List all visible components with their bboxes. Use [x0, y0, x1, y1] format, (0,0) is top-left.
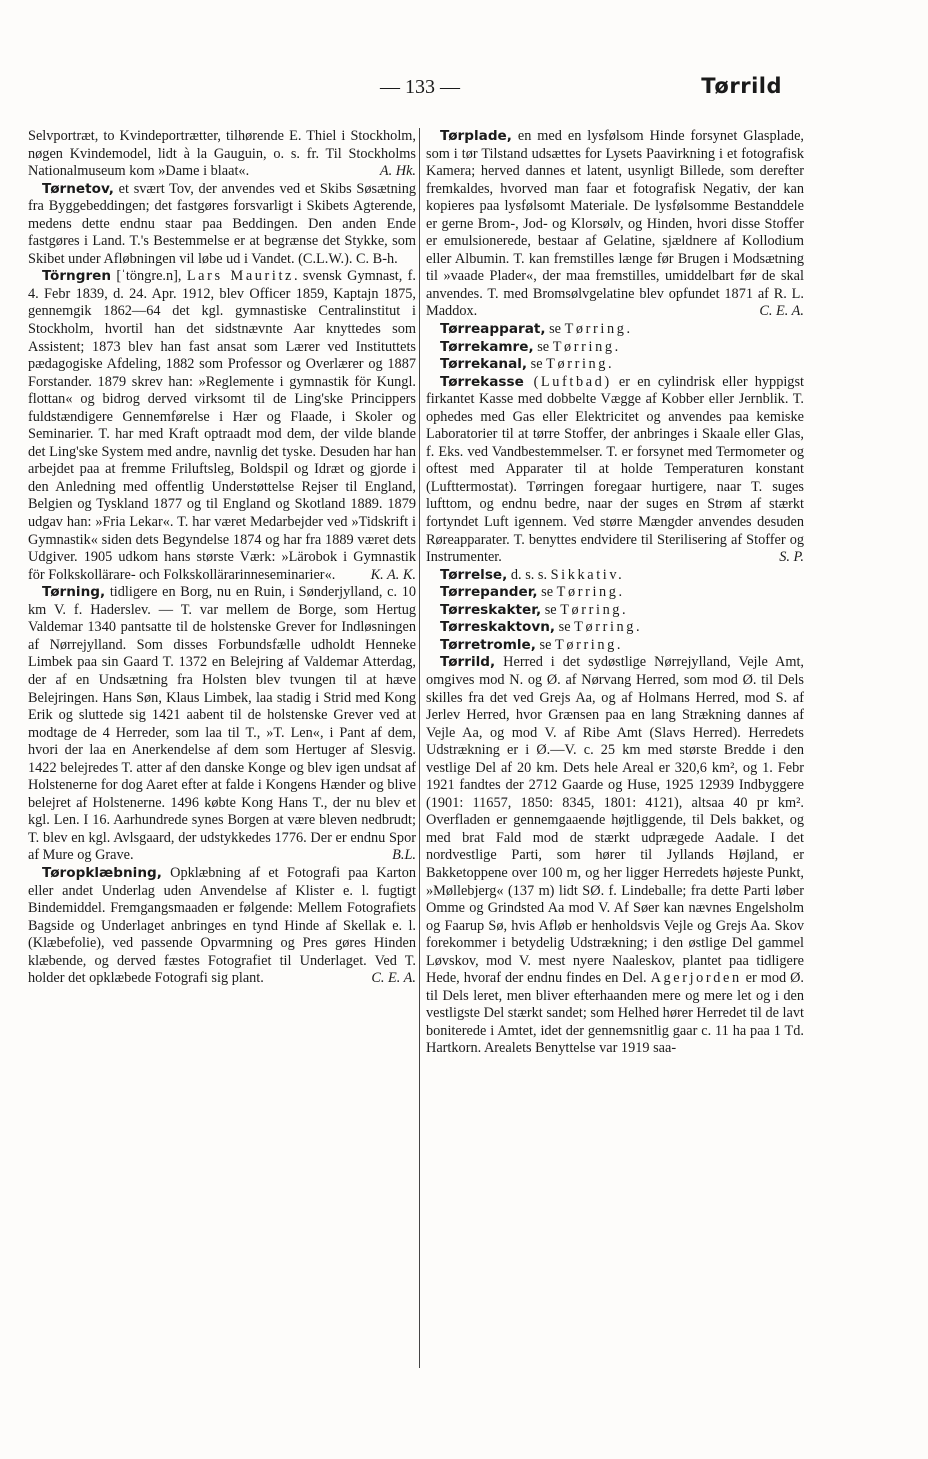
entry-torreskaktovn — [426, 619, 804, 637]
entry-signature: S. P. — [779, 549, 804, 566]
entry-signature: B.L. — [392, 847, 416, 864]
entry-person-name: Lars Mauritz — [186, 268, 294, 285]
entry-headword: Tørretromle, — [440, 636, 536, 653]
entry-signature: C. E. A. — [371, 970, 416, 987]
right-column — [426, 128, 804, 1058]
entry-text: er mod Ø. til Dels leret, men bliver efterhaanden mere og mere let og i den vestligste Del stærkt sandet; som Helhed hører Herredet til de lavt boniterede i Amtet, idet der gennemsnitlig gaar c. 11 ha paa 1 Td. Hartkorn. Arealets Benyttelse var 1919 saa- — [426, 970, 804, 1057]
entry-cross-reference: Tørring. — [552, 338, 621, 355]
entry-torning — [28, 584, 416, 865]
entry-torrekasse — [426, 374, 804, 567]
entry-torrepander — [426, 584, 804, 602]
entry-cross-reference: Tørring. — [555, 636, 624, 653]
entry-text: en med en lysfølsom Hinde forsynet Glasplade, som i tør Tilstand udsættes for Lysets Paavirkning i et fotografisk Kamera; herved dannes et latent, usynligt Billede, som derefter fremkaldes, hvorved man faar et fotografisk Negativ, der kan kopieres paa lysfølsomt Materiale. De lysfølsomme Bestanddele er gerne Brom-, Jod- og Klorsølv, og Hinden, hvori disse Stoffer er emulsionerede, bestaar af Gelatine, sjældnere af Kollodium eller Albumin. T. kan fremstilles længe før Brugen i Modsætning til »vaade Plader«, der maa fremstilles, umiddelbart før de skal anvendes. T. med Bromsølvgelatine blev opfundet 1871 af R. L. Maddox. — [426, 128, 804, 320]
entry-headword: Tørnetov, — [42, 180, 114, 197]
entry-headword: Törngren — [42, 268, 112, 285]
entry-headword: Tørreskaktovn, — [440, 619, 556, 636]
entry-headword: Tøropklæbning, — [42, 864, 162, 881]
entry-headword: Tørrekamre, — [440, 338, 534, 355]
entry-toropklaebning — [28, 865, 416, 988]
entry-tornetov — [28, 181, 416, 269]
entry-torretromle — [426, 637, 804, 655]
entry-cross-reference: Tørring. — [556, 584, 625, 601]
entry-headword: Tørreapparat, — [440, 321, 546, 338]
entry-pronunciation: [ˈtöngre.n], — [111, 268, 187, 285]
entry-text: Opklæbning af et Fotografi paa Karton eller andet Underlag uden Anvendelse af Klister e. l. fugtigt Bindemiddel. Fremgangsmaaden er følgende: Mellem Fotografiets Bagside og Underlaget anbringes en tynd Hinde af Skellak e. l. (Klæbefolie), ved passende Opvarmning og Pres gøres Hinden klæbende, og derved fæstes Fotografiet til Underlaget. Ved T. holder det opklæbede Fotografi sig plant. — [28, 864, 416, 987]
entry-headword: Tørreskakter, — [440, 601, 542, 618]
entry-headword: Tørrekanal, — [440, 356, 528, 373]
entry-headword: Tørrelse, — [440, 566, 508, 583]
left-column — [28, 128, 416, 988]
entry-signature: K. A. K. — [370, 566, 416, 583]
entry-see-label: se — [537, 584, 557, 601]
entry-spaced-term: Agerjorden — [650, 970, 742, 987]
entry-text: . svensk Gymnast, f. 4. Febr 1839, d. 24. Apr. 1912, blev Officer 1859, Kaptajn 1875, gennemgik 1862—64 det kgl. gymnastiske Centralinstitut i Stockholm, hvortil han det sidstnævnte Aar knyttedes som Assistent; 1873 blev han fast ansat som Lærer ved Instituttets pædagogiske Afdeling, 1882 som Professor og Overlærer og 1887 Forstander. 1879 skrev han: »Reglemente i gymnastik för Kungl. flottan« og bidrog derved virksomt til de Ling'ske Princippers fuldstændigere Gennemførelse i Hær og Flaade, i Skoler og Seminarier. T. har med Kraft optraadt mod dem, der vilde blande det Ling'ske System med andre, navnlig det tyske. Desuden har han arbejdet paa at fremme Friluftsleg, Boldspil og Idræt og gjorde i den Anledning med offentlig Understøttelse Rejser til England, Belgien og Tyskland 1877 og til England og Skotland 1889. 1879 udgav han: »Fria Lekar«. T. har været Medarbejder ved »Tidskrift i Gymnastik« siden dets Begyndelse 1874 og har fra 1889 været dets Udgiver. 1905 udkom hans største Værk: »Lärobok i Gymnastik för Folkskollärare- och Folkskollärarinneseminarier«. — [28, 268, 416, 583]
entry-see-label: se — [533, 338, 553, 355]
page-number: — 133 — — [380, 76, 460, 98]
entry-torngren — [28, 268, 416, 584]
entry-headword: Tørrekasse — [440, 373, 524, 390]
page-header — [0, 74, 928, 104]
entry-signature: C. E. A. — [759, 303, 804, 320]
entry-text: et svært Tov, der anvendes ved et Skibs Søsætning fra Byggebeddingen; det fastgøres forsvarligt i Skibets Agterende, medens dette endnu staar paa Beddingen. Den anden Ende fastgøres i Land. T.'s Bestemmelse er at begrænse det Stykke, som Skibet under Afløbningen vil løbe ud i Vandet. (C.L.W.). C. B-h. — [28, 180, 416, 267]
entry-see-label: se — [545, 321, 565, 338]
entry-signature: A. Hk. — [379, 163, 416, 180]
entry-torreapparat — [426, 321, 804, 339]
entry-continuation — [28, 128, 416, 181]
entry-text: Herred i det sydøstlige Nørrejylland, Vejle Amt, omgives mod N. og Ø. af Nørvang Herred, som mod Ø. til Dels skilles fra det ved Grejs Aa, og af Holmans Herred, mod S. af Jerlev Herred, hvor Grænsen paa en lang Strækning dannes af Vejle Aa, og mod V. af Ribe Amt (Slavs Herred). Herredets Udstrækning er i Ø.—V. c. 25 km med største Bredde i den vestlige Del af 20 km. Dets hele Areal er 320,6 km², og 1. Febr 1921 fandtes der 2712 Gaarde og Huse, 1925 12939 Indbyggere (1901: 11657, 1850: 8345, 1801: 4121), altsaa 40 pr km². Overfladen er gennemgaaende højtliggende, til Dels bakket, og med brat Fald mod de stærkt udprægede Aadale. I det nordvestlige Parti, som hører til Jyllands Højland, er Bakketoppene over 100 m, og her ligger Herredets højeste Punkt, »Møllebjerg« (137 m) lidt SØ. f. Lindeballe; fra dette Parti løber Omme og Grindsted Aa mod V. Af Søer kan nævnes Engelsholm og Faarup Sø, hvis Afløb er henholdsvis Vejle og Grejs Aa. Skov forekommer i betydelig Udstrækning; i den østlige Del gammel Løvskov, mod V. mest nyere Naaleskov, plantet paa tidligere Hede, hvoraf der endnu findes en Del. — [426, 654, 804, 987]
entry-headword: Tørplade, — [440, 128, 512, 144]
entry-headword: Tørning, — [42, 584, 106, 601]
entry-text: tidligere en Borg, nu en Ruin, i Sønderjylland, c. 10 km V. f. Haderslev. — T. var mellem de Borge, som Hertug Valdemar 1340 pantsatte til de holstenske Grever for Indløsningen af Nørrejylland. Som disses Forbundsfælle udholdt Henneke Limbek paa sin Gaard T. 1372 en Belejring af Valdemar Atterdag, der af en Undsætning fra Holsten blev tvungen til at hæve Belejringen. Hans Søn, Klaus Limbek, laa stadig i Strid med Kong Erik og sluttede sig 1421 aabent til de holstenske Grever ved at modtage de 4 Herreder, som laa til T., »T. Len«, i Pant af dem, hvori der laa en Anerkendelse af dem som Hertuger af Slesvig. 1422 belejredes T. atter af den danske Konge og blev igen undsat af Holstenerne for dog Aaret efter at falde i Kongens Hænder og blive belejret af Holstenerne. 1496 købte Kong Hans T., der nu blev et kgl. Len. I 16. Aarhundrede synes Borgen at være bleven nedbrudt; T. blev en kgl. Avlsgaard, der udstykkedes 1776. Der er endnu Spor af Mure og Grave. — [28, 584, 416, 864]
entry-headword: Tørrild, — [440, 654, 496, 671]
running-head: Tørrild — [701, 74, 782, 98]
entry-torreskakter — [426, 602, 804, 620]
entry-cross-reference: Sikkativ. — [550, 566, 625, 583]
column-divider — [419, 128, 420, 1368]
entry-cross-reference: Tørring. — [546, 356, 615, 373]
entry-cross-reference: Tørring. — [564, 321, 633, 338]
entry-torrekamre — [426, 339, 804, 357]
entry-torrelse — [426, 567, 804, 585]
entry-torrild — [426, 654, 804, 1058]
entry-cross-reference: Tørring. — [560, 601, 629, 618]
entry-alt-name: (Luftbad) — [523, 373, 612, 390]
entry-see-label: se — [555, 619, 575, 636]
entry-see-label: se — [527, 356, 547, 373]
entry-see-label: d. s. s. — [507, 566, 551, 583]
entry-text: Selvportræt, to Kvindeportrætter, tilhørende E. Thiel i Stockholm, nøgen Kvindemodel, lidt à la Gauguin, o. s. fr. Til Stockholms Nationalmuseum kom »Dame i blaat«. — [28, 128, 416, 180]
entry-cross-reference: Tørring. — [574, 619, 643, 636]
entry-headword: Tørrepander, — [440, 584, 538, 601]
entry-see-label: se — [541, 601, 561, 618]
entry-torrekanal — [426, 356, 804, 374]
entry-text: er en cylindrisk eller hyppigst firkantet Kasse med dobbelte Vægge af Kobber eller Jernblik. T. ophedes med Gas eller Elektricitet og anvendes paa kemiske Laboratorier til at tørre Stoffer, der anbringes i Skaale eller Glas, f. Eks. ved Vandbestemmelser. T. er forsynet med Termometer og oftest med Apparater til at holde Temperaturen konstant (Lufttermostat). Tørringen foregaar hurtigere, naar T. suges lufttom, og endnu bedre, naar der suges en Strøm af stærkt fortyndet Luft igennem. Ved større Mængder anvendes desuden Røreapparater. T. benyttes endvidere til Sterilisering af Stoffer og Instrumenter. — [426, 373, 804, 566]
entry-see-label: se — [535, 636, 555, 653]
entry-torplade — [426, 128, 804, 321]
